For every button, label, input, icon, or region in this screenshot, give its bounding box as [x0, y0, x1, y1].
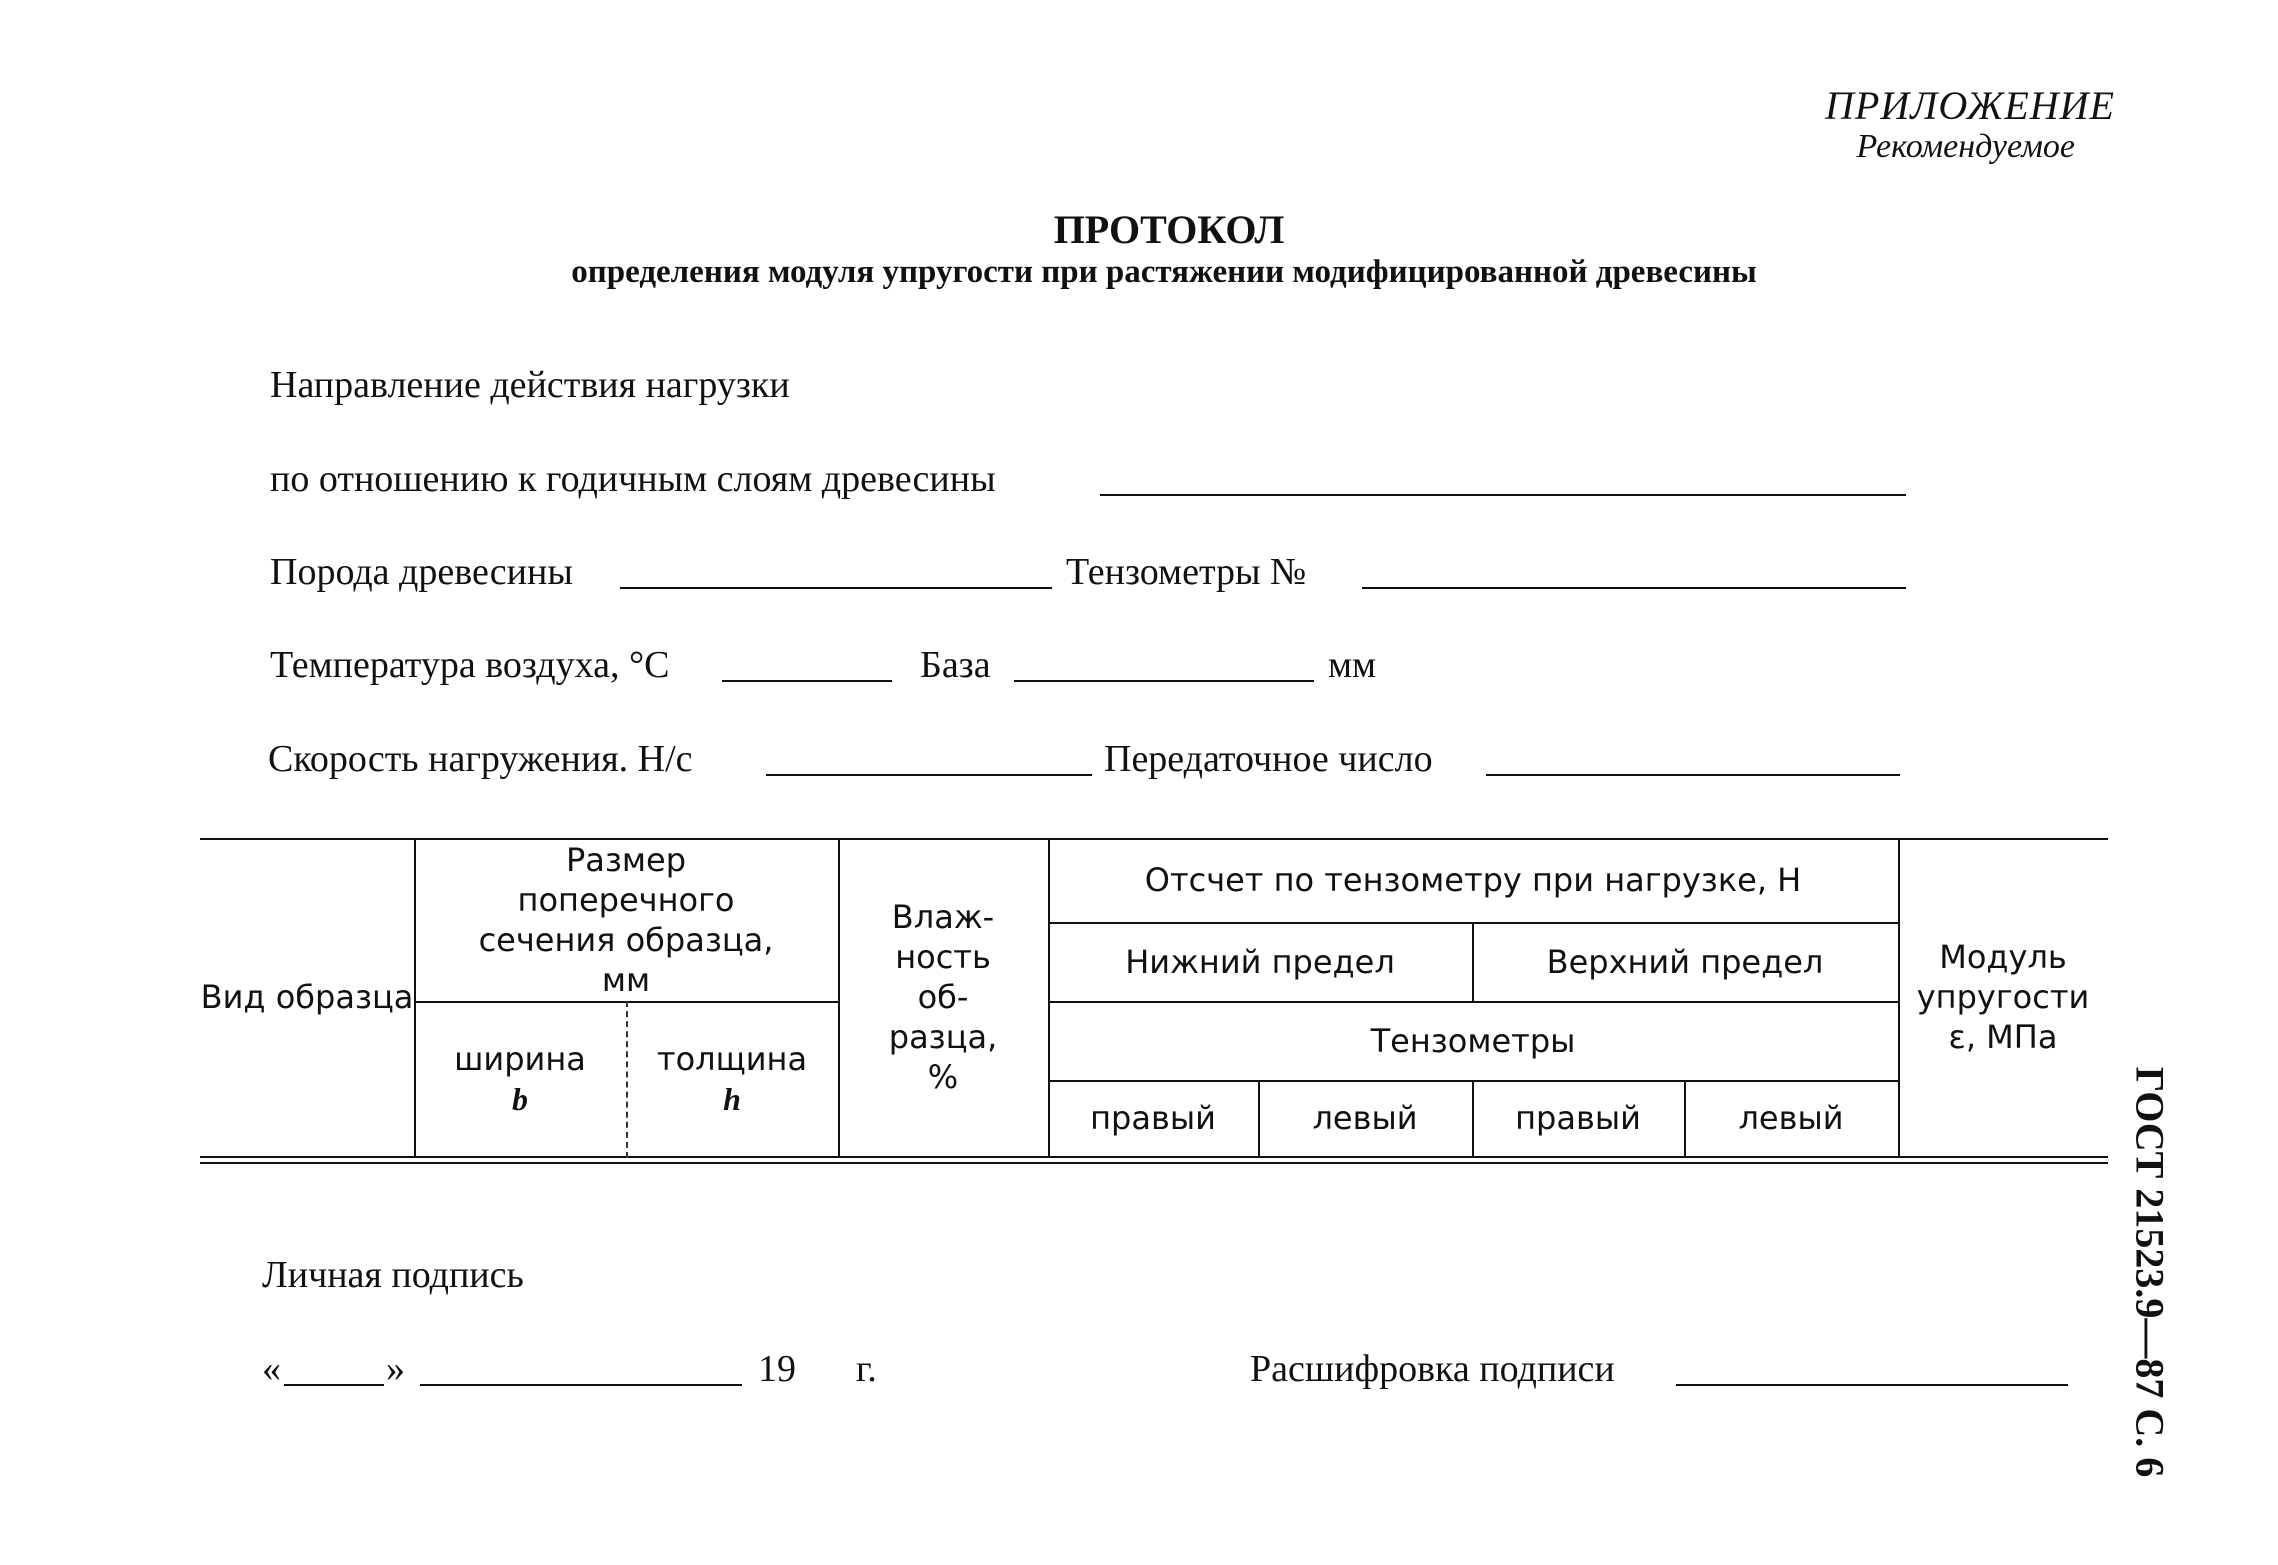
header-width-label: ширина	[454, 1039, 586, 1078]
date-year-prefix: 19	[758, 1348, 796, 1390]
base-unit: мм	[1328, 644, 1377, 686]
personal-signature-label: Личная подпись	[262, 1254, 524, 1296]
header-cross-section: Размер поперечного сечения образца, мм	[478, 840, 774, 999]
header-thickness-label: толщина	[656, 1039, 808, 1078]
date-day-field[interactable]	[284, 1384, 384, 1386]
load-direction-label-line2: по отношению к годичным слоям древесины	[270, 458, 996, 500]
header-specimen-type: Вид образца	[200, 978, 414, 1016]
date-month-field[interactable]	[420, 1384, 742, 1386]
base-field[interactable]	[1014, 680, 1314, 682]
load-direction-field[interactable]	[1100, 494, 1906, 496]
header-reading: Отсчет по тензометру при нагрузке, Н	[1144, 861, 1802, 899]
header-lower-left: левый	[1312, 1099, 1418, 1137]
header-width-var: b	[512, 1080, 528, 1117]
results-table	[200, 838, 2108, 1164]
air-temperature-field[interactable]	[722, 680, 892, 682]
signature-decoding-field[interactable]	[1676, 1384, 2068, 1386]
table-bottom-rule-2	[200, 1162, 2108, 1164]
air-temperature-label: Температура воздуха, °С	[270, 644, 670, 686]
header-thickness	[626, 1001, 838, 1156]
protocol-title: ПРОТОКОЛ	[1053, 207, 1285, 252]
header-upper-left: левый	[1738, 1099, 1844, 1137]
header-upper-limit: Верхний предел	[1546, 942, 1824, 981]
tensometers-no-field[interactable]	[1362, 587, 1906, 589]
protocol-subtitle: определения модуля упругости при растяжении модифицированной древесины	[571, 254, 1757, 290]
wood-species-label: Порода древесины	[270, 551, 573, 593]
gear-ratio-field[interactable]	[1486, 774, 1900, 776]
header-modulus: Модуль упругости ε, МПа	[1916, 938, 2090, 1056]
header-moisture: Влаж- ность об- разца, %	[888, 898, 998, 1096]
document-code-text: ГОСТ 21523.9—87 С. 6	[2127, 1066, 2173, 1478]
date-quote-close: »	[386, 1348, 405, 1390]
tensometers-no-label: Тензометры №	[1066, 551, 1307, 593]
document-code-label	[2120, 1062, 2180, 1482]
gear-ratio-label: Передаточное число	[1104, 738, 1433, 780]
loading-speed-label: Скорость нагружения. Н/с	[268, 738, 693, 780]
header-lower-right: правый	[1090, 1099, 1216, 1137]
header-thickness-var: h	[723, 1080, 741, 1117]
date-year-suffix: г.	[856, 1348, 877, 1390]
header-lower-limit: Нижний предел	[1125, 942, 1395, 981]
appendix-title: ПРИЛОЖЕНИЕ	[1825, 83, 2115, 128]
header-upper-right: правый	[1515, 1099, 1641, 1137]
date-quote-open: «	[262, 1348, 281, 1390]
appendix-header	[1825, 84, 2115, 165]
load-direction-label-line1: Направление действия нагрузки	[270, 364, 790, 406]
loading-speed-field[interactable]	[766, 774, 1092, 776]
wood-species-field[interactable]	[620, 587, 1052, 589]
base-label: База	[920, 644, 991, 686]
appendix-subtitle: Рекомендуемое	[1856, 128, 2075, 165]
signature-decoding-label: Расшифровка подписи	[1250, 1348, 1615, 1390]
table-bottom-rule	[200, 1156, 2108, 1158]
header-tensometers: Тензометры	[1370, 1021, 1576, 1060]
header-width	[414, 1001, 626, 1156]
